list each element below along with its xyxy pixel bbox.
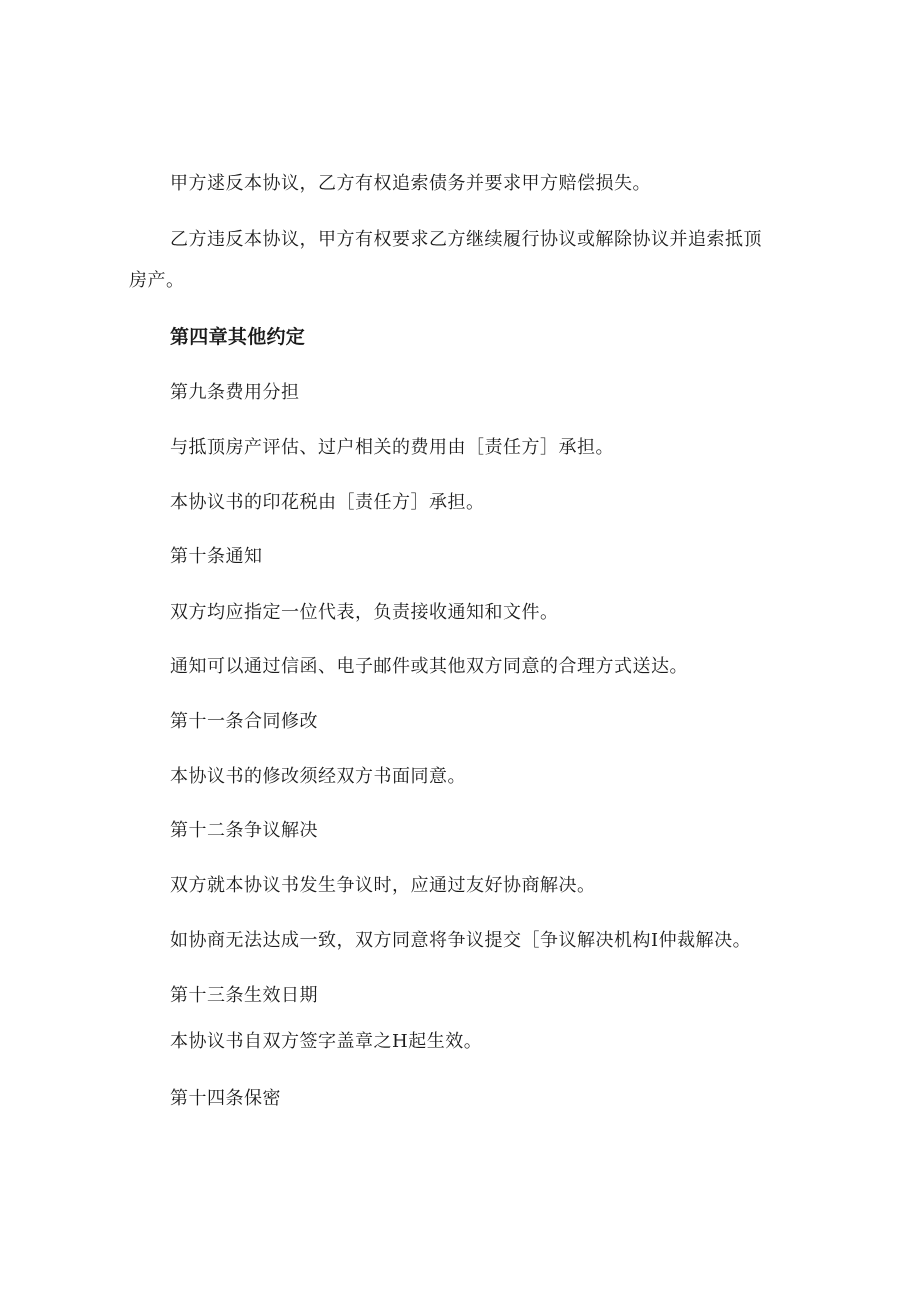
article-heading-amendment: 第十一条合同修改 bbox=[170, 711, 318, 732]
article-heading-notice: 第十条通知 bbox=[170, 546, 263, 567]
paragraph-party-b-breach: 乙方违反本协议，甲方有权要求乙方继续履行协议或解除协议并追索抵顶 bbox=[170, 229, 762, 250]
paragraph-notice-2: 通知可以通过信函、电子邮件或其他双方同意的合理方式送达。 bbox=[170, 656, 688, 677]
paragraph-party-b-breach-continued: 房产。 bbox=[129, 270, 185, 291]
article-heading-confidentiality: 第十四条保密 bbox=[170, 1088, 281, 1109]
article-heading-dispute: 第十二条争议解决 bbox=[170, 820, 318, 841]
article-heading-costs: 第九条费用分担 bbox=[170, 382, 300, 403]
paragraph-costs-1: 与抵顶房产评估、过户相关的费用由［责任方］承担。 bbox=[170, 437, 614, 458]
paragraph-dispute-1: 双方就本协议书发生争议时，应通过友好协商解决。 bbox=[170, 875, 596, 896]
paragraph-amendment: 本协议书的修改须经双方书面同意。 bbox=[170, 766, 466, 787]
chapter-heading: 第四章其他约定 bbox=[170, 326, 306, 348]
paragraph-notice-1: 双方均应指定一位代表，负责接收通知和文件。 bbox=[170, 602, 559, 623]
paragraph-party-a-breach: 甲方逑反本协议，乙方有权追索债务并要求甲方赔偿损失。 bbox=[170, 173, 651, 194]
paragraph-dispute-2: 如协商无法达成一致，双方同意将争议提交［争议解决机构I仲裁解决。 bbox=[170, 930, 752, 951]
article-heading-effective-date: 第十三条生效日期 bbox=[170, 985, 318, 1006]
paragraph-costs-2: 本协议书的印花税由［责任方］承担。 bbox=[170, 492, 485, 513]
paragraph-effective-date: 本协议书自双方签字盖章之H起生效。 bbox=[170, 1031, 483, 1052]
